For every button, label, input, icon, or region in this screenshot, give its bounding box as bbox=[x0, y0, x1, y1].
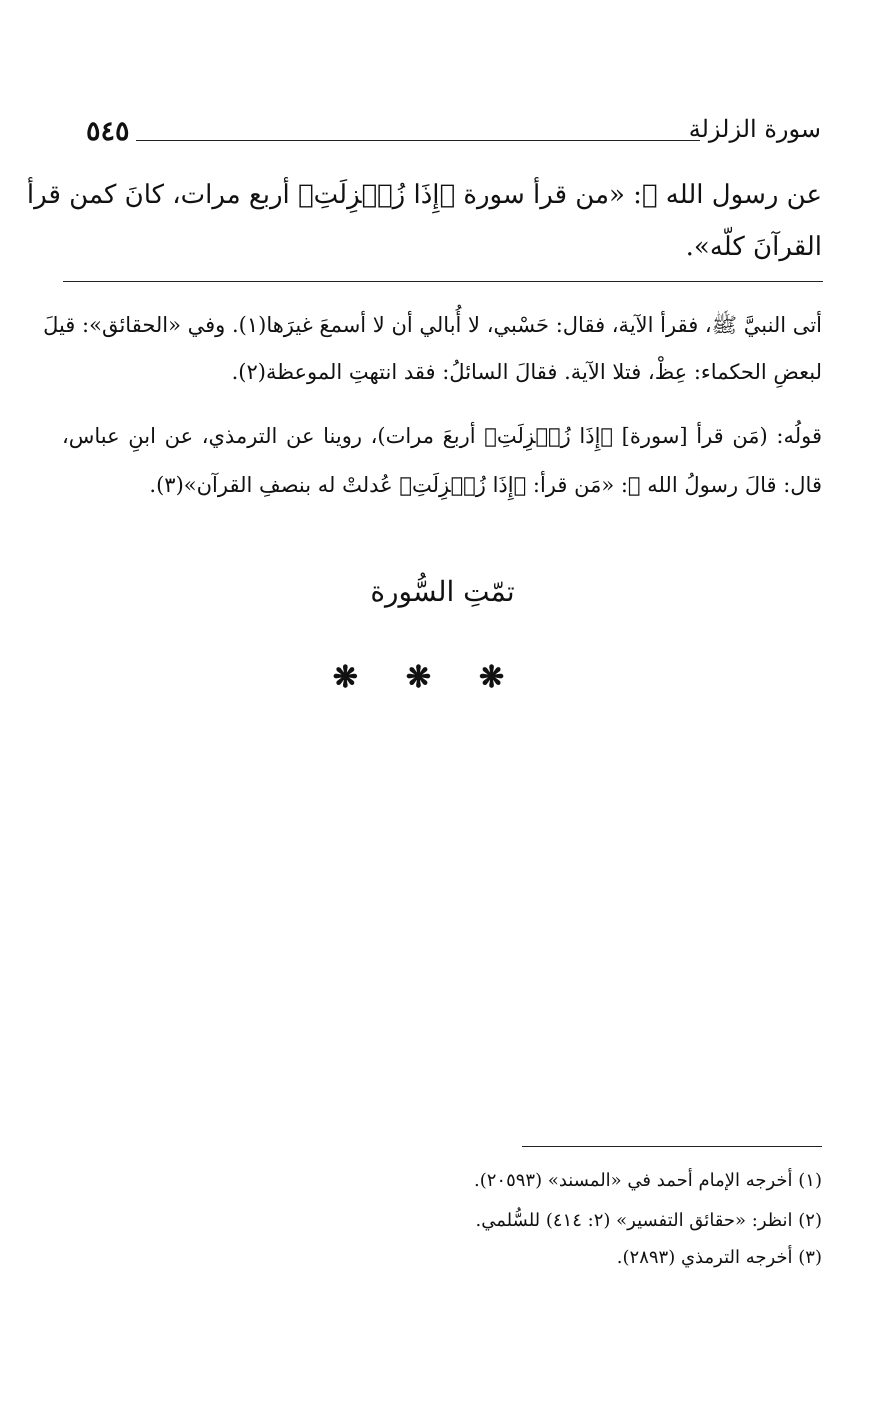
running-header-title: سورة الزلزلة bbox=[688, 115, 821, 143]
footnote-1: (١) أخرجه الإمام أحمد في «المسند» (٢٠٥٩٣). bbox=[474, 1170, 822, 1191]
commentary-line-4: قال: قالَ رسولُ الله ﷺ: «مَن قرأ: ﴿إِذَا زُلۡزِلَتِ﴾ عُدلتْ له بنصفِ القرآن»(٣). bbox=[149, 473, 822, 497]
footnote-divider bbox=[522, 1146, 822, 1147]
commentary-line-2: لبعضِ الحكماء: عِظْ، فتلا الآية. فقالَ السائلُ: فقد انتهتِ الموعظة(٢). bbox=[231, 360, 822, 384]
surah-end-title: تمّتِ السُّورة bbox=[370, 575, 515, 608]
footnote-3: (٣) أخرجه الترمذي (٢٨٩٣). bbox=[616, 1247, 822, 1268]
footnote-2: (٢) انظر: «حقائق التفسير» (٢: ٤١٤) للسُّلمي. bbox=[475, 1210, 822, 1231]
header-divider bbox=[136, 140, 700, 141]
commentary-line-3: قولُه: (مَن قرأ [سورة] ﴿إِذَا زُلۡزِلَتِ﴾ أربعَ مرات)، روينا عن الترمذي، عن ابنِ عباس، bbox=[62, 424, 822, 448]
asterisk-ornament: ❋❋❋ bbox=[332, 660, 553, 695]
page-number: ٥٤٥ bbox=[86, 116, 130, 147]
quoted-text-line-2: القرآنَ كلّه». bbox=[685, 232, 822, 262]
quoted-text-line-1: عن رسول الله ﷺ: «من قرأ سورة ﴿إِذَا زُلۡزِلَتِ﴾ أربع مرات، كانَ كمن قرأ bbox=[26, 180, 822, 210]
text-divider bbox=[63, 281, 823, 282]
commentary-line-1: أتى النبيَّ ﷺ، فقرأ الآية، فقال: حَسْبي، لا أُبالي أن لا أسمعَ غيرَها(١). وفي «الحقائق»: قيلَ bbox=[43, 313, 822, 337]
